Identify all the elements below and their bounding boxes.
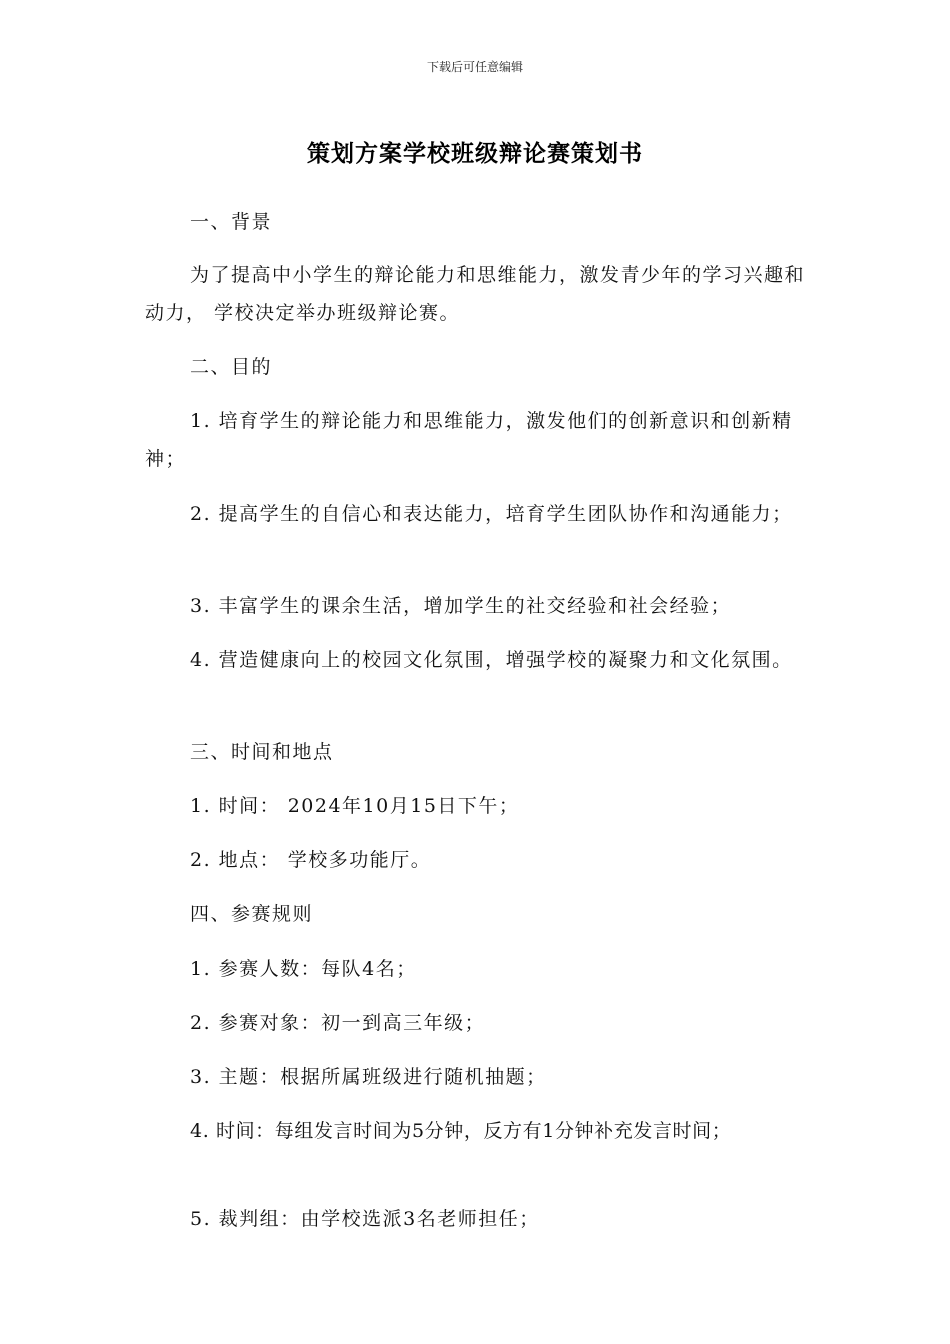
rules-item: 5. 裁判组：由学校选派3名老师担任； — [190, 1208, 540, 1230]
time-place-item: 1. 时间： 2024年10月15日下午； — [190, 795, 520, 817]
purpose-item: 4. 营造健康向上的校园文化氛围，增强学校的凝聚力和文化氛围。 — [190, 649, 793, 671]
header-note: 下载后可任意编辑 — [426, 60, 523, 74]
purpose-item: 3. 丰富学生的课余生活，增加学生的社交经验和社会经验； — [190, 595, 732, 617]
section-heading-purpose: 二、目的 — [190, 356, 273, 378]
background-paragraph: 为了提高中小学生的辩论能力和思维能力，激发青少年的学习兴趣和动力， 学校决定举办班级辩论赛。 — [145, 264, 806, 324]
purpose-item: 2. 提高学生的自信心和表达能力，培育学生团队协作和沟通能力； — [190, 503, 793, 525]
purpose-item: 1. 培育学生的辩论能力和思维能力，激发他们的创新意识和创新精神； — [145, 410, 793, 470]
rules-item: 1. 参赛人数：每队4名； — [190, 958, 417, 980]
rules-item: 4. 时间：每组发言时间为5分钟，反方有1分钟补充发言时间； — [190, 1120, 732, 1142]
document-title: 策划方案学校班级辩论赛策划书 — [307, 141, 643, 167]
section-heading-time-place: 三、时间和地点 — [190, 741, 334, 763]
section-heading-background: 一、背景 — [190, 211, 273, 233]
rules-item: 3. 主题：根据所属班级进行随机抽题； — [190, 1066, 547, 1088]
time-place-item: 2. 地点： 学校多功能厅。 — [190, 849, 432, 871]
section-heading-rules: 四、参赛规则 — [190, 903, 314, 925]
rules-item: 2. 参赛对象：初一到高三年级； — [190, 1012, 486, 1034]
